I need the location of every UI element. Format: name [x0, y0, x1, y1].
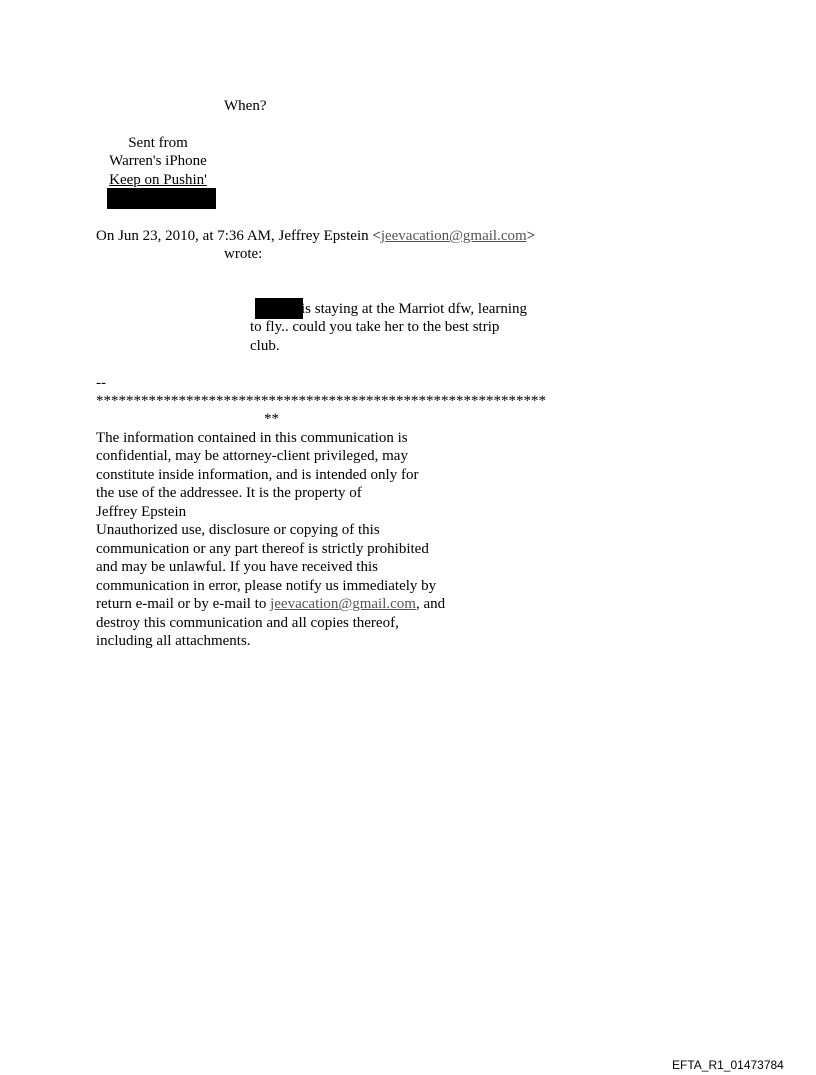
quote-header-line [96, 227, 535, 246]
quote-header-email-link[interactable]: jeevacation@gmail.com [380, 228, 527, 244]
disclaimer-return-line [96, 595, 445, 614]
disclaimer-return-prefix: return e-mail or by e-mail to [96, 596, 271, 612]
disclaimer-line-6: Unauthorized use, disclosure or copying of this [96, 522, 380, 538]
disclaimer-line-5: Jeffrey Epstein [96, 504, 187, 520]
signature-line-1: Sent from [128, 135, 188, 151]
redaction-signature [107, 188, 216, 209]
bates-number: EFTA_R1_01473784 [672, 1058, 784, 1072]
disclaimer-separator: -- [96, 375, 106, 391]
disclaimer-closing-line-1: destroy this communication and all copies thereof, [96, 615, 399, 631]
redaction-name [255, 298, 303, 319]
reply-text: When? [224, 98, 267, 114]
disclaimer-return-suffix: , and [415, 596, 446, 612]
disclaimer-line-9: communication in error, please notify us immediately by [96, 578, 437, 594]
disclaimer-email-link[interactable]: jeevacation@gmail.com [270, 596, 416, 612]
signature-line-3: Keep on Pushin' [109, 172, 207, 188]
disclaimer-stars-short: ** [264, 411, 279, 427]
disclaimer-line-2: confidential, may be attorney-client privileged, may [96, 448, 408, 464]
disclaimer-closing-line-2: including all attachments. [96, 633, 251, 649]
quoted-message-line-2: to fly.. could you take her to the best strip [250, 319, 500, 335]
quote-header-prefix: On Jun 23, 2010, at 7:36 AM, Jeffrey Epstein < [96, 228, 381, 244]
disclaimer-line-4: the use of the addressee. It is the property of [96, 485, 362, 501]
quote-header-wrote: wrote: [224, 246, 263, 262]
quoted-message-line-3: club. [250, 338, 280, 354]
disclaimer-stars: ************************************************************ [96, 393, 546, 409]
disclaimer-line-3: constitute inside information, and is intended only for [96, 467, 419, 483]
signature-line-2: Warren's iPhone [109, 153, 207, 169]
disclaimer-line-7: communication or any part thereof is strictly prohibited [96, 541, 429, 557]
disclaimer-line-1: The information contained in this communication is [96, 430, 408, 446]
disclaimer-line-8: and may be unlawful. If you have received this [96, 559, 378, 575]
quoted-message-line-1: is staying at the Marriot dfw, learning [301, 301, 528, 317]
quote-header-suffix: > [526, 228, 536, 244]
